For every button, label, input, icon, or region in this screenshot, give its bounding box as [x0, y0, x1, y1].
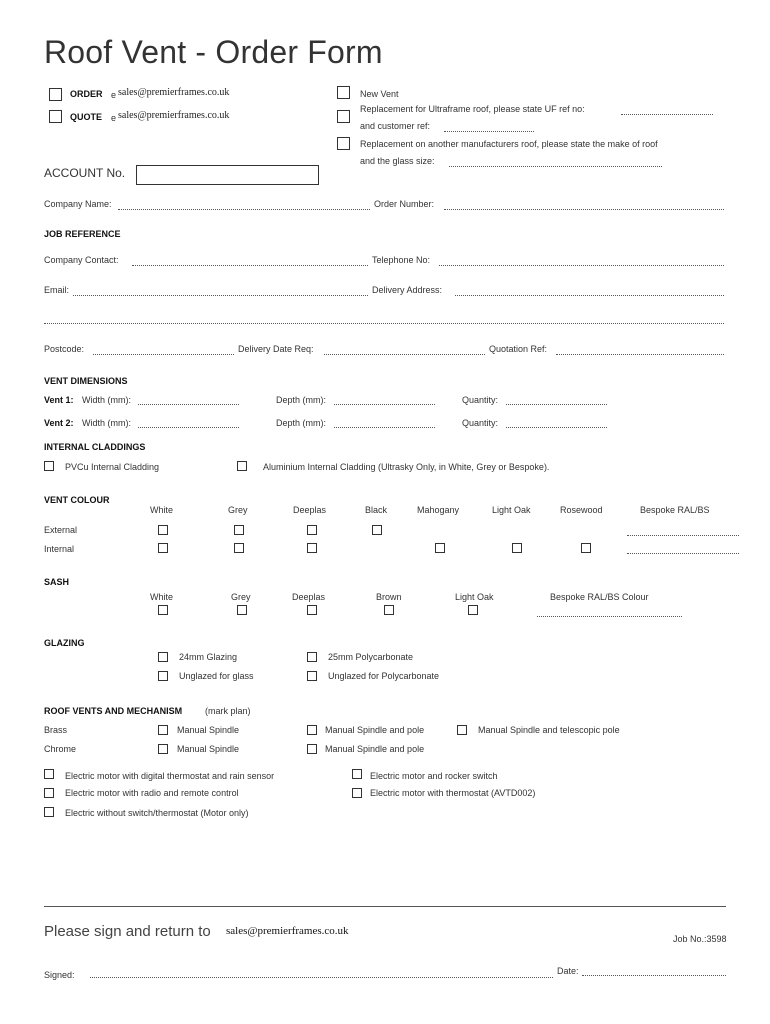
customer-ref-line[interactable] — [444, 131, 534, 132]
mechanism-heading: ROOF VENTS AND MECHANISM — [44, 706, 183, 716]
chrome-manual-spindle-checkbox[interactable] — [158, 744, 168, 754]
order-label: ORDER — [70, 89, 103, 99]
brass-manual-spindle-checkbox[interactable] — [158, 725, 168, 735]
brass-manual-spindle-label: Manual Spindle — [177, 725, 240, 735]
delivery-address-line-2[interactable] — [44, 323, 724, 324]
sash-grey-checkbox[interactable] — [237, 605, 247, 615]
internal-white-checkbox[interactable] — [158, 543, 168, 553]
order-checkbox[interactable] — [49, 88, 62, 101]
date-line[interactable] — [582, 975, 726, 976]
uf-ref-line[interactable] — [621, 114, 713, 115]
brass-telescopic-checkbox[interactable] — [457, 725, 467, 735]
vent1-quantity-line[interactable] — [506, 404, 607, 405]
vent2-quantity-label: Quantity: — [462, 418, 499, 428]
motor-thermostat-checkbox[interactable] — [352, 788, 362, 798]
replacement-other-checkbox[interactable] — [337, 137, 350, 150]
vent1-depth-line[interactable] — [334, 404, 435, 405]
footer-email: sales@premierframes.co.uk — [226, 925, 349, 937]
quote-label: QUOTE — [70, 112, 103, 122]
external-black-checkbox[interactable] — [372, 525, 382, 535]
internal-label: Internal — [44, 544, 75, 554]
sash-deeplas-checkbox[interactable] — [307, 605, 317, 615]
company-name-label: Company Name: — [44, 199, 112, 209]
brass-spindle-pole-label: Manual Spindle and pole — [325, 725, 425, 735]
company-name-line[interactable] — [118, 209, 370, 210]
vent-dimensions-heading: VENT DIMENSIONS — [44, 376, 128, 386]
motor-digital-label: Electric motor with digital thermostat and rain sensor — [65, 771, 275, 781]
order-number-line[interactable] — [444, 209, 724, 210]
internal-deeplas-checkbox[interactable] — [307, 543, 317, 553]
colour-col-deeplas: Deeplas — [293, 505, 327, 515]
account-input[interactable] — [136, 165, 319, 185]
glass-size-line[interactable] — [449, 166, 662, 167]
motor-radio-checkbox[interactable] — [44, 788, 54, 798]
vent1-width-label: Width (mm): — [82, 395, 131, 405]
glazing-heading: GLAZING — [44, 638, 85, 648]
vent2-width-line[interactable] — [138, 427, 239, 428]
internal-light-oak-checkbox[interactable] — [512, 543, 522, 553]
vent2-depth-label: Depth (mm): — [276, 418, 327, 428]
aluminium-cladding-checkbox[interactable] — [237, 461, 247, 471]
sash-col-grey: Grey — [231, 592, 251, 602]
aluminium-cladding-label: Aluminium Internal Cladding (Ultrasky Only, in White, Grey or Bespoke). — [263, 462, 550, 472]
glazing-24mm-checkbox[interactable] — [158, 652, 168, 662]
quote-email: sales@premierframes.co.uk — [118, 110, 230, 121]
signed-line[interactable] — [90, 977, 553, 978]
job-reference-heading: JOB REFERENCE — [44, 229, 121, 239]
unglazed-poly-label: Unglazed for Polycarbonate — [328, 671, 440, 681]
signed-label: Signed: — [44, 970, 75, 980]
sash-col-brown: Brown — [376, 592, 402, 602]
motor-none-checkbox[interactable] — [44, 807, 54, 817]
account-label: ACCOUNT No. — [44, 166, 126, 180]
vent2-depth-line[interactable] — [334, 427, 435, 428]
delivery-address-label: Delivery Address: — [372, 285, 443, 295]
external-bespoke-line[interactable] — [627, 535, 739, 536]
motor-digital-checkbox[interactable] — [44, 769, 54, 779]
internal-claddings-heading: INTERNAL CLADDINGS — [44, 442, 146, 452]
replacement-other-label: Replacement on another manufacturers roof, please state the make of roof — [360, 139, 658, 149]
replacement-uf-label: Replacement for Ultraframe roof, please state UF ref no: — [360, 104, 585, 114]
colour-col-bespoke: Bespoke RAL/BS — [640, 505, 710, 515]
sash-light-oak-checkbox[interactable] — [468, 605, 478, 615]
page-title: Roof Vent - Order Form — [44, 34, 383, 70]
customer-ref-label: and customer ref: — [360, 121, 431, 131]
colour-col-mahogany: Mahogany — [417, 505, 460, 515]
glazing-24mm-label: 24mm Glazing — [179, 652, 238, 662]
quote-email-prefix: e — [111, 113, 117, 123]
colour-col-rosewood: Rosewood — [560, 505, 603, 515]
external-grey-checkbox[interactable] — [234, 525, 244, 535]
sign-return-text: Please sign and return to — [44, 923, 211, 940]
delivery-date-line[interactable] — [324, 354, 485, 355]
vent-colour-heading: VENT COLOUR — [44, 495, 110, 505]
sash-white-checkbox[interactable] — [158, 605, 168, 615]
mechanism-heading-note: (mark plan) — [205, 706, 251, 716]
external-label: External — [44, 525, 78, 535]
colour-col-grey: Grey — [228, 505, 248, 515]
chrome-spindle-pole-checkbox[interactable] — [307, 744, 317, 754]
internal-mahogany-checkbox[interactable] — [435, 543, 445, 553]
vent1-quantity-label: Quantity: — [462, 395, 499, 405]
order-number-label: Order Number: — [374, 199, 435, 209]
vent2-label: Vent 2: — [44, 418, 74, 428]
order-email-prefix: e — [111, 90, 117, 100]
colour-col-light-oak: Light Oak — [492, 505, 531, 515]
vent1-width-line[interactable] — [138, 404, 239, 405]
postcode-line[interactable] — [93, 354, 234, 355]
chrome-manual-spindle-label: Manual Spindle — [177, 744, 240, 754]
quote-checkbox[interactable] — [49, 110, 62, 123]
unglazed-glass-checkbox[interactable] — [158, 671, 168, 681]
vent1-depth-label: Depth (mm): — [276, 395, 327, 405]
brass-telescopic-label: Manual Spindle and telescopic pole — [478, 725, 620, 735]
new-vent-label: New Vent — [360, 89, 399, 99]
quotation-ref-line[interactable] — [556, 354, 724, 355]
glass-size-label: and the glass size: — [360, 156, 435, 166]
unglazed-poly-checkbox[interactable] — [307, 671, 317, 681]
motor-none-label: Electric without switch/thermostat (Motor only) — [65, 808, 249, 818]
date-label: Date: — [557, 966, 579, 976]
vent1-label: Vent 1: — [44, 395, 74, 405]
sash-brown-checkbox[interactable] — [384, 605, 394, 615]
company-contact-line[interactable] — [132, 265, 368, 266]
company-contact-label: Company Contact: — [44, 255, 119, 265]
motor-radio-label: Electric motor with radio and remote control — [65, 788, 239, 798]
delivery-address-line[interactable] — [455, 295, 724, 296]
vent2-quantity-line[interactable] — [506, 427, 607, 428]
postcode-label: Postcode: — [44, 344, 85, 354]
replacement-uf-checkbox[interactable] — [337, 110, 350, 123]
sash-col-light-oak: Light Oak — [455, 592, 494, 602]
motor-rocker-label: Electric motor and rocker switch — [370, 771, 498, 781]
glazing-25mm-label: 25mm Polycarbonate — [328, 652, 414, 662]
brass-label: Brass — [44, 725, 68, 735]
chrome-spindle-pole-label: Manual Spindle and pole — [325, 744, 425, 754]
pvcu-cladding-checkbox[interactable] — [44, 461, 54, 471]
email-label: Email: — [44, 285, 70, 295]
sash-col-deeplas: Deeplas — [292, 592, 326, 602]
internal-bespoke-line[interactable] — [627, 553, 739, 554]
email-line[interactable] — [73, 295, 368, 296]
job-number: Job No.:3598 — [673, 934, 727, 944]
external-white-checkbox[interactable] — [158, 525, 168, 535]
colour-col-black: Black — [365, 505, 388, 515]
telephone-label: Telephone No: — [372, 255, 431, 265]
sash-bespoke-line[interactable] — [537, 616, 682, 617]
unglazed-glass-label: Unglazed for glass — [179, 671, 254, 681]
internal-grey-checkbox[interactable] — [234, 543, 244, 553]
sash-col-bespoke: Bespoke RAL/BS Colour — [550, 592, 649, 602]
quotation-ref-label: Quotation Ref: — [489, 344, 548, 354]
footer-divider — [44, 906, 726, 907]
delivery-date-label: Delivery Date Req: — [238, 344, 314, 354]
sash-heading: SASH — [44, 577, 70, 587]
internal-rosewood-checkbox[interactable] — [581, 543, 591, 553]
pvcu-cladding-label: PVCu Internal Cladding — [65, 462, 160, 472]
new-vent-checkbox[interactable] — [337, 86, 350, 99]
vent2-width-label: Width (mm): — [82, 418, 131, 428]
chrome-label: Chrome — [44, 744, 77, 754]
telephone-line[interactable] — [439, 265, 724, 266]
motor-rocker-checkbox[interactable] — [352, 769, 362, 779]
order-email: sales@premierframes.co.uk — [118, 87, 230, 98]
sash-col-white: White — [150, 592, 174, 602]
brass-spindle-pole-checkbox[interactable] — [307, 725, 317, 735]
colour-col-white: White — [150, 505, 174, 515]
external-deeplas-checkbox[interactable] — [307, 525, 317, 535]
motor-thermostat-label: Electric motor with thermostat (AVTD002) — [370, 788, 536, 798]
glazing-25mm-checkbox[interactable] — [307, 652, 317, 662]
